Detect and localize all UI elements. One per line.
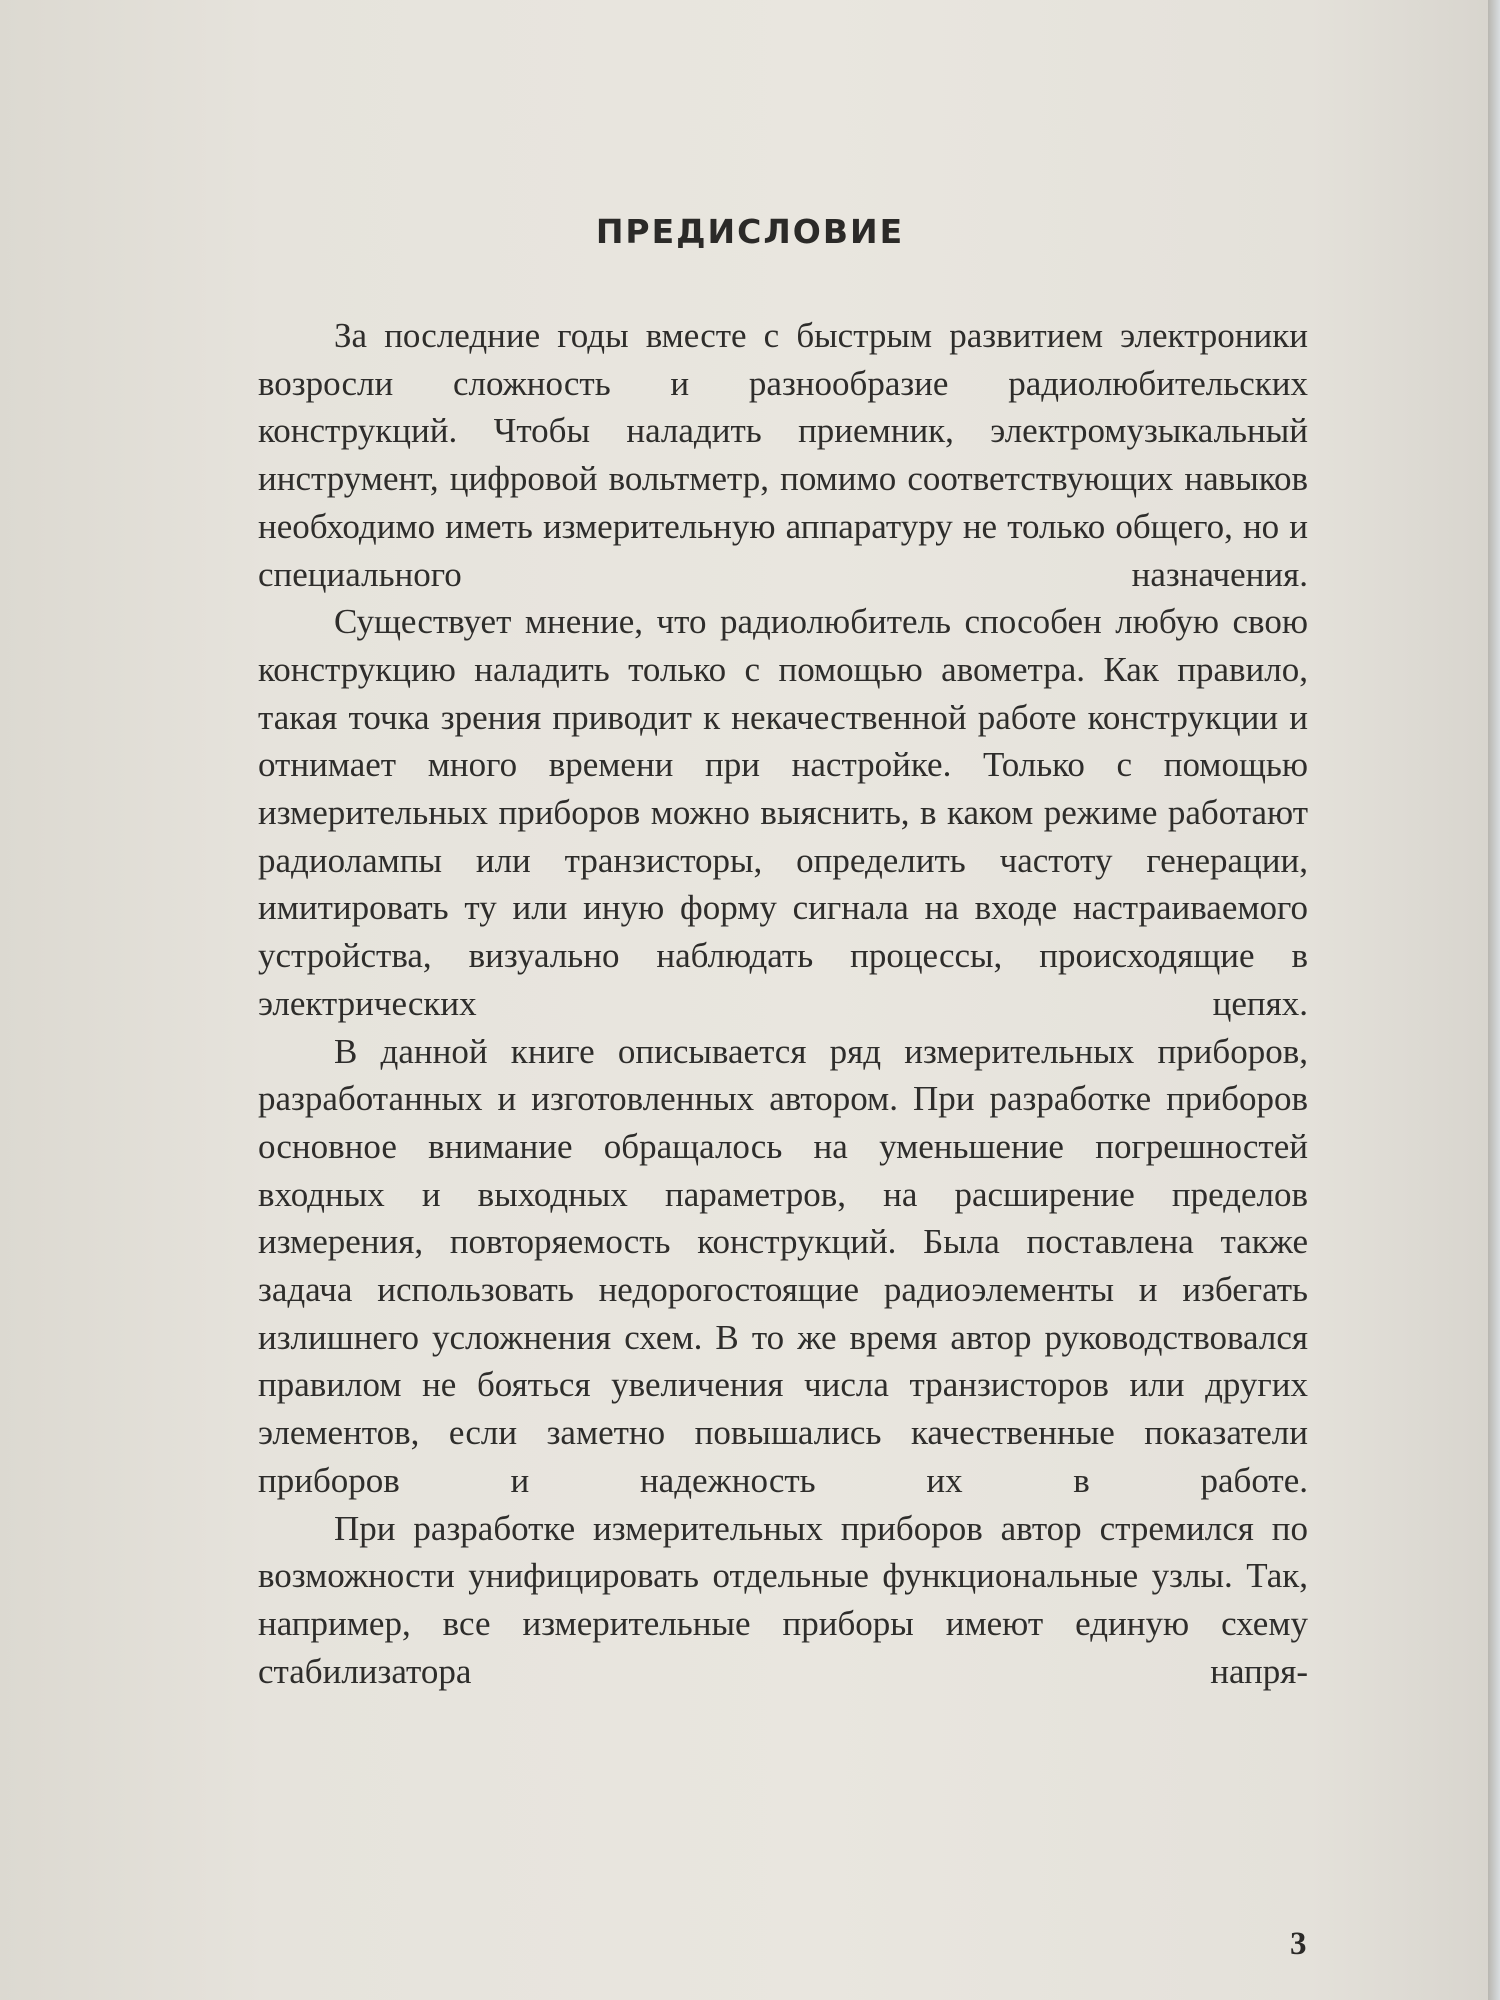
page-title: ПРЕДИСЛОВИЕ (595, 212, 905, 251)
paragraph-4: При разработке измерительных приборов автор стремился по возможности унифицировать отдельные функциональные узлы. Так, например, все измерительные приборы имеют единую схему стабилизатора напря- (258, 1508, 1308, 1691)
paragraph-3: В данной книге описывается ряд измерительных приборов, разработанных и изготовленных автором. При разработке приборов основное внимание обращалось на уменьшение погрешностей входных и выходных параметров, на расширение пределов измерения, повторяемость конструкций. Была поставлена также задача использовать недорогостоящие радиоэлементы и избегать излишнего усложнения схем. В то же время автор руководствовался правилом не бояться увеличения числа транзисторов или других элементов, если заметно повышались качественные показатели приборов и надежность их в работе. (258, 1031, 1308, 1500)
paragraph-2: Существует мнение, что радиолюбитель способен любую свою конструкцию наладить только с помощью авометра. Как правило, такая точка зрения приводит к некачественной работе конструкции и отнимает много времени при настройке. Только с помощью измерительных приборов можно выяснить, в каком режиме работают радиолампы или транзисторы, определить частоту генерации, имитировать ту или иную форму сигнала на входе настраиваемого устройства, визуально наблюдать процессы, происходящие в электрических цепях. (258, 602, 1308, 1023)
page-edge (1488, 0, 1500, 2000)
paragraph-1: За последние годы вместе с быстрым развитием электроники возросли сложность и разнообразие радиолюбительских конструкций. Чтобы наладить приемник, электромузыкальный инструмент, цифровой вольтметр, помимо соответствующих навыков необходимо иметь измерительную аппаратуру не только общего, но и специального назначения. (258, 316, 1308, 594)
page-number: 3 (1290, 1926, 1307, 1962)
body-text (258, 312, 1308, 1695)
